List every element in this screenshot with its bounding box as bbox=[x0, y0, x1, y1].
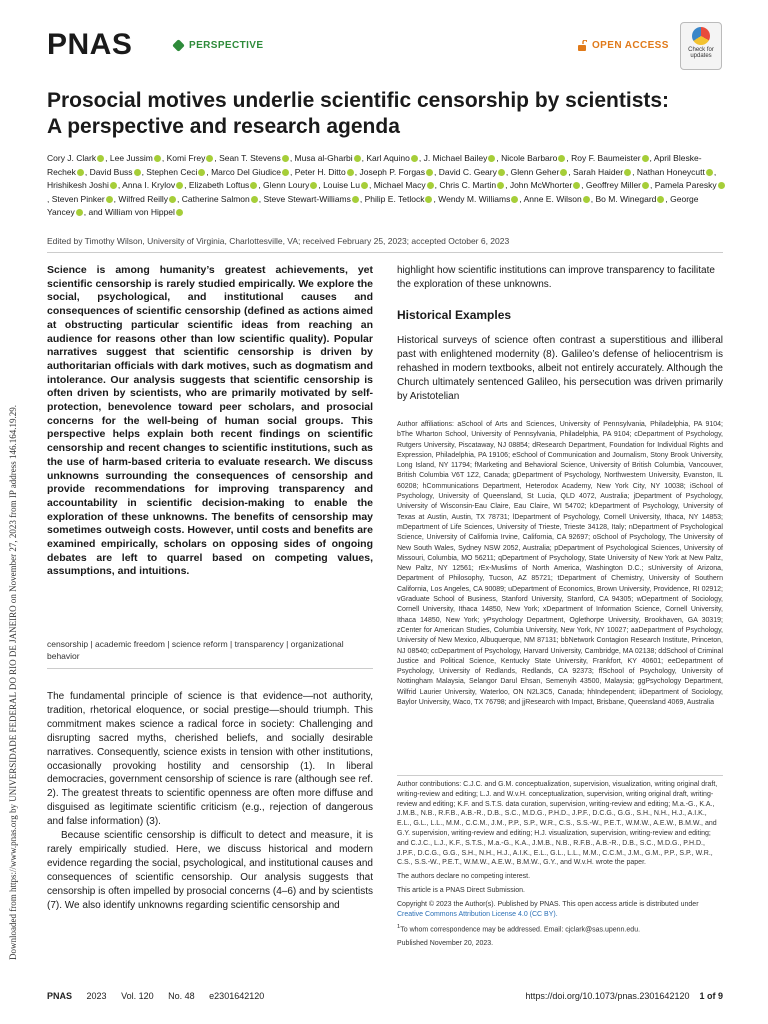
footer-article-id: e2301642120 bbox=[209, 991, 265, 1001]
orcid-icon[interactable] bbox=[497, 182, 504, 189]
orcid-icon[interactable] bbox=[282, 155, 289, 162]
author-name[interactable]: Joseph P. Forgas bbox=[359, 166, 426, 177]
orcid-icon[interactable] bbox=[206, 155, 213, 162]
orcid-icon[interactable] bbox=[411, 155, 418, 162]
divider bbox=[47, 668, 373, 669]
author-name[interactable]: Pamela Paresky bbox=[654, 180, 717, 190]
open-access-label: OPEN ACCESS bbox=[592, 40, 669, 51]
article-title: Prosocial motives underlie scientific censorship by scientists: A perspective and research agenda bbox=[47, 89, 670, 138]
orcid-icon[interactable] bbox=[354, 155, 361, 162]
correspondence: $^1$To whom correspondence may be addressed. Email: cjclark@sas.upenn.edu. bbox=[397, 924, 641, 934]
check-updates-badge[interactable] bbox=[680, 22, 722, 70]
check-updates-label: Check for updates bbox=[688, 47, 714, 59]
license-link[interactable]: Creative Commons Attribution License 4.0 (CC BY). bbox=[397, 910, 558, 918]
orcid-icon[interactable] bbox=[169, 196, 176, 203]
author-name[interactable]: Steven Pinker bbox=[51, 193, 105, 204]
author-name[interactable]: Steve Stewart-Williams bbox=[263, 193, 351, 204]
author-name[interactable]: Karl Aquino bbox=[366, 153, 410, 163]
edited-by: Edited by Timothy Wilson, University of Virginia, Charlottesville, VA; received February 25, 2023; accepted October 6, 2023 bbox=[47, 236, 510, 246]
orcid-icon[interactable] bbox=[488, 155, 495, 162]
orcid-icon[interactable] bbox=[706, 169, 713, 176]
orcid-icon[interactable] bbox=[154, 155, 161, 162]
author-name[interactable]: Nicole Barbaro bbox=[501, 153, 558, 163]
orcid-icon[interactable] bbox=[361, 182, 368, 189]
divider bbox=[47, 252, 723, 253]
orcid-icon[interactable] bbox=[718, 182, 725, 189]
abstract: Science is among humanity’s greatest achievements, yet scientific censorship is rarely studied empirically. We explore the social, psychological, and institutional causes and consequences of scientific censorship (defined as actions aimed at obstructing particular scientific ideas from reaching an audience for reasons other than low scientific quality). Popular narratives suggest that scientific censorship is driven by authoritarian officials with dark motives, such as dogmatism and intolerance. Our analysis suggests that scientific censorship is often driven by scientists, who are primarily motivated by self-protection, benevolence toward peer scholars, and prosocial concerns for the well-being of human social groups. This perspective helps explain both recent findings on scientific censorship and recent changes to scientific institutions, such as the use of harm-based criteria to evaluate research. We discuss unknowns surrounding the consequences of censorship and provide recommendations for improving transparency and accountability in scientific decision-making to enable the exploration of these unknowns. The benefits of censorship may sometimes outweigh costs. However, until costs and benefits are examined empirically, scholars on opposing sides of ongoing debates are left to quarrel based on competing values, assumptions, and intuitions. bbox=[47, 264, 373, 578]
keyword[interactable]: organizational behavior bbox=[47, 639, 344, 661]
author-name[interactable]: David C. Geary bbox=[438, 166, 497, 177]
orcid-icon[interactable] bbox=[76, 209, 83, 216]
author-name[interactable]: Nathan Honeycutt bbox=[636, 166, 705, 177]
author-name[interactable]: Sean T. Stevens bbox=[219, 153, 281, 163]
author-name[interactable]: Catherine Salmon bbox=[181, 193, 250, 204]
paragraph: highlight how scientific institutions can improve transparency to facilitate the exploration of these unknowns. bbox=[397, 265, 715, 290]
author-name[interactable]: and William von Hippel bbox=[88, 207, 175, 217]
orcid-icon[interactable] bbox=[583, 196, 590, 203]
orcid-icon[interactable] bbox=[176, 182, 183, 189]
author-name[interactable]: Glenn Loury bbox=[263, 180, 310, 190]
author-name[interactable]: Stephen Ceci bbox=[146, 166, 198, 177]
author-name[interactable]: Cory J. Clark bbox=[47, 153, 97, 163]
author-name[interactable]: Bo M. Winegard bbox=[595, 193, 657, 204]
orcid-icon[interactable] bbox=[347, 169, 354, 176]
author-name[interactable]: Sarah Haider bbox=[573, 166, 624, 177]
orcid-icon[interactable] bbox=[657, 196, 664, 203]
author-name[interactable]: Peter H. Ditto bbox=[294, 166, 346, 177]
orcid-icon[interactable] bbox=[427, 182, 434, 189]
orcid-icon[interactable] bbox=[624, 169, 631, 176]
author-name[interactable]: Marco Del Giudice bbox=[211, 166, 281, 177]
submission-note: This article is a PNAS Direct Submission. bbox=[397, 886, 525, 894]
orcid-icon[interactable] bbox=[352, 196, 359, 203]
page-number: 1 of 9 bbox=[699, 991, 723, 1001]
author-name[interactable]: Elizabeth Loftus bbox=[188, 180, 250, 190]
footer-journal: PNAS bbox=[47, 991, 73, 1001]
page-footer bbox=[47, 991, 723, 1001]
author-name[interactable]: J. Michael Bailey bbox=[423, 153, 488, 163]
open-access-tag bbox=[577, 40, 669, 51]
orcid-icon[interactable] bbox=[198, 169, 205, 176]
paragraph: Because scientific censorship is difficult to detect and measure, it is rarely empirically studied. Here, we discuss historical and modern evidence regarding the social, psychological, and institutional causes and consequences of scientific censorship. Our analysis suggests that censorship is often impelled by prosocial concerns (4–6) and by scientists (7). We also identify unknowns regarding scientific censorship and bbox=[47, 830, 373, 911]
orcid-icon[interactable] bbox=[642, 155, 649, 162]
paragraph: Historical surveys of science often contrast a superstitious and illiberal past with enlightened modernity (8). Galileo’s defense of heliocentrism is rehashed in modern textbooks, albeit not entirely accurately. Although the Church ultimately sentenced Galileo, his persecution was driven primarily by Aristotelian bbox=[397, 335, 723, 402]
author-name[interactable]: Michael Macy bbox=[373, 180, 426, 190]
footer-volume: Vol. 120 bbox=[121, 991, 154, 1001]
author-name[interactable]: David Buss bbox=[89, 166, 133, 177]
orcid-icon[interactable] bbox=[250, 182, 257, 189]
author-affiliations: Author affiliations: aSchool of Arts and Sciences, University of Pennsylvania, Philadelphia, PA 9104; bThe Wharton School, University of Pennsylvania, Philadelphia, PA 9104; cDepartment of Psychology, Rutgers University, Piscataway, NJ 08854; dResearch Department, Foundation for Individual Rights and Expression, Philadelphia, PA 19106; eSchool of Communication and Journalism, Stony Brook University, Long Island, NY 11794; fMarketing and Behavioral Science, University of British Columbia, Vancouver, British Columbia V6T 1Z2, Canada; gDepartment of Psychology, Northwestern University, Evanston, IL 60208; hCommunications Department, Heterodox Academy, New York City, NY 10038; iSchool of Psychology, University of Queensland, St Lucia, QLD 4072, Australia; jDepartment of Psychology, University of Wisconsin-Eau Claire, Eau Claire, WI 54702; kDepartment of Psychology, University of Texas at Austin, Austin, TX 78731; lDepartment of Psychology, Cornell University, Ithaca, NY 14853; mDepartment of Life Sciences, University of Trieste, Trieste 34128, Italy; nDepartment of Psychological Science, University of California Irvine, California, CA 92697; oSchool of Psychology, The University of New South Wales, Sydney NSW 2052, Australia; pDepartment of Psychological Sciences, University of Missouri, Columbia, MO 56211; qDepartment of Psychology, State University of New York at New Paltz, New Paltz, NY 12561; rEx-Muslims of North America, Washington D.C.; sUniversity of Arizona, Department of Philosophy, Tucson, AZ 85721; tDepartment of Chemistry, University of Southern California, Los Angeles, CA 90089; uDepartment of Economics, Brown University, Providence, RI 02912; vGraduate School of Business, Stanford University, Stanford, CA 94305; wDepartment of Sociology, Cornell University, Ithaca 14850, New York; xDepartment of Information Science, Cornell University, Ithaca 14850, New York; yPsychology Department, Oglethorpe University, Brookhaven, GA 30319; zCenter for American Studies, Columbia University, New York, NY 10027; aaDepartment of Psychology, University of New Mexico, Albuquerque, NM 87131; bbNetwork Contagion Research Institute, Princeton, NJ 08540; ccDepartment of Psychology, Harvard University, Cambridge, MA 02138; ddSchool of Criminal Justice and Political Science, Kentucky State University, Frankfort, KY 40601; eeDepartment of Psychology, University of Redlands, Redlands, CA 92373; ffSchool of Psychology, University of Nottingham Malaysia, Selangor Darul Ehsan, Semenyih 43500, Malaysia; ggPsychology Department, Wilfrid Laurier University, Waterloo, ON N2L3C5, Canada; hhIndependent; iiDepartment of Sociology, Baylor University, Waco, TX 76798; and jjResearch with Impact, Brisbane, Queensland 4069, Australia bbox=[397, 421, 723, 707]
orcid-icon[interactable] bbox=[642, 182, 649, 189]
author-name[interactable]: George Yancey bbox=[47, 193, 699, 217]
orcid-icon[interactable] bbox=[134, 169, 141, 176]
article-notes bbox=[397, 780, 723, 953]
keyword[interactable]: academic freedom bbox=[95, 639, 165, 649]
author-name[interactable]: Louise Lu bbox=[323, 180, 360, 190]
author-name[interactable]: Glenn Geher bbox=[510, 166, 560, 177]
orcid-icon[interactable] bbox=[425, 196, 432, 203]
orcid-icon[interactable] bbox=[97, 155, 104, 162]
section-label: PERSPECTIVE bbox=[189, 40, 264, 51]
section-tag bbox=[174, 40, 263, 51]
footer-issue: No. 48 bbox=[168, 991, 195, 1001]
orcid-icon[interactable] bbox=[110, 182, 117, 189]
orcid-icon[interactable] bbox=[310, 182, 317, 189]
orcid-icon[interactable] bbox=[77, 169, 84, 176]
author-name[interactable]: Anne E. Wilson bbox=[523, 193, 582, 204]
author-contributions: Author contributions: C.J.C. and G.M. conceptualization, supervision, visualization, writing original draft, writing-review and editing; L.J. and W.v.H. conceptualization, supervision, writing original draft, writing-review and editing; K.F. and S.T.S. data curation, supervision, writing-review and editing; M.a.-G., K.A., J.M.B., N.B., R.F.B., A.B.-R., D.B., S.C., M.D.G., P.H.D., J.P.F., D.C.G., G.G., S.H., N.H., H.J., A.I.K., E.L., G.L., L.L., M.M., C.C.M., J.M., P.P., S.P., W.R., C.S., S.S.-W., P.E.T., W.M.W., A.E.W., B.M.W., and G.Y. supervision, writing-review and editing; H.J. visualization, supervision, writing-review and editing; and C.J.C., L.J., K.F., S.T.S., M.a.-G., K.A., J.M.B., N.B., R.F.B., A.B.-R., D.B., S.C., M.D.G., P.H.D., J.P.F., D.C.G., G.G., S.H., N.H., H.J., A.I.K., E.L., G.L., L.L., M.M., C.C.M., J.M., G.M., P.P., S.P., W.R., C.S., S.S.-W., P.E.T., W.M.W., A.E.W., B.M.W., G.Y., and W.v.H. wrote the paper. bbox=[397, 781, 718, 867]
keywords: censorship | academic freedom | science reform | transparency | organizational behavior bbox=[47, 639, 344, 661]
diamond-icon bbox=[172, 39, 185, 52]
author-name[interactable]: Chris C. Martin bbox=[439, 180, 497, 190]
orcid-icon[interactable] bbox=[426, 169, 433, 176]
orcid-icon[interactable] bbox=[498, 169, 505, 176]
author-name[interactable]: Philip E. Tetlock bbox=[364, 193, 425, 204]
author-name[interactable]: Lee Jussim bbox=[109, 153, 153, 163]
copyright: Copyright © 2023 the Author(s). Published by PNAS. This open access article is distributed under Creative Commons Attribution License 4.0 (CC BY). bbox=[397, 900, 699, 918]
author-name[interactable]: John McWhorter bbox=[509, 180, 573, 190]
orcid-icon[interactable] bbox=[558, 155, 565, 162]
orcid-icon[interactable] bbox=[251, 196, 258, 203]
crossmark-icon bbox=[692, 27, 710, 45]
section-heading: Historical Examples bbox=[397, 308, 512, 322]
orcid-icon[interactable] bbox=[176, 209, 183, 216]
author-list: Cory J. Clark , Lee Jussim , Komi Frey , Sean T. Stevens , Musa al-Gharbi , Karl Aquino , J. Michael Bailey , Nicole Barbaro , Roy F. Baumeister , April Bleske-Rechek , David Buss , Stephen Ceci , Marco Del Giudice , Peter H. Ditto , Joseph P. Forgas , David C. Geary , Glenn Geher , Sarah Haider , Nathan Honeycutt , Hrishikesh Joshi , Anna I. Krylov , Elizabeth Loftus , Glenn Loury , Louise Lu , Michael Macy , Chris C. Martin , John McWhorter , Geoffrey Miller , Pamela Paresky, Steven Pinker , Wilfred Reilly , Catherine Salmon , Steve Stewart-Williams , Philip E. Tetlock , Wendy M. Williams , Anne E. Wilson , Bo M. Winegard , George Yancey , and William von Hippel bbox=[47, 152, 727, 220]
divider bbox=[397, 775, 723, 776]
author-name[interactable]: Wilfred Reilly bbox=[118, 193, 168, 204]
orcid-icon[interactable] bbox=[106, 196, 113, 203]
orcid-icon[interactable] bbox=[560, 169, 567, 176]
author-name[interactable]: Hrishikesh Joshi bbox=[47, 180, 109, 190]
author-name[interactable]: Komi Frey bbox=[166, 153, 206, 163]
author-name[interactable]: Wendy M. Williams bbox=[438, 193, 511, 204]
keyword[interactable]: science reform bbox=[171, 639, 228, 649]
orcid-icon[interactable] bbox=[511, 196, 518, 203]
author-name[interactable]: Musa al-Gharbi bbox=[294, 153, 353, 163]
doi-link[interactable]: https://doi.org/10.1073/pnas.2301642120 bbox=[525, 991, 690, 1001]
author-name[interactable]: Geoffrey Miller bbox=[585, 180, 642, 190]
orcid-icon[interactable] bbox=[282, 169, 289, 176]
journal-logo: PNAS bbox=[47, 28, 133, 61]
keyword[interactable]: transparency bbox=[234, 639, 284, 649]
keyword[interactable]: censorship bbox=[47, 639, 89, 649]
author-name[interactable]: Anna I. Krylov bbox=[122, 180, 176, 190]
author-name[interactable]: April Bleske-Rechek bbox=[47, 153, 702, 177]
published-date: Published November 20, 2023. bbox=[397, 940, 494, 948]
open-lock-icon bbox=[577, 40, 587, 51]
paragraph: The fundamental principle of science is that evidence—not authority, tradition, rhetorical eloquence, or social prestige—should triumph. This commitment makes science a radical force in society: Challenging and disrupting sacred myths, cherished beliefs, and socially desirable narratives. Consequently, science exists in tension with other institutions, occasionally provoking hostility and censorship (1). In liberal democracies, government censorship of science is rare (although see ref. 2). The greatest threats to scientific openness are often more diffuse and disguised as legitimate scientific criticism (e.g., rejection of dangerous and false information) (3). bbox=[47, 691, 373, 828]
download-stamp: Downloaded from https://www.pnas.org by UNIVERSIDADE FEDERAL DO RIO DE JANEIRO on November 27, 2023 from IP address 146.164.19.29. bbox=[8, 404, 18, 960]
competing-interest: The authors declare no competing interest. bbox=[397, 873, 531, 881]
footer-year: 2023 bbox=[86, 991, 107, 1001]
body-left-column bbox=[47, 690, 373, 913]
orcid-icon[interactable] bbox=[573, 182, 580, 189]
author-name[interactable]: Roy F. Baumeister bbox=[571, 153, 641, 163]
